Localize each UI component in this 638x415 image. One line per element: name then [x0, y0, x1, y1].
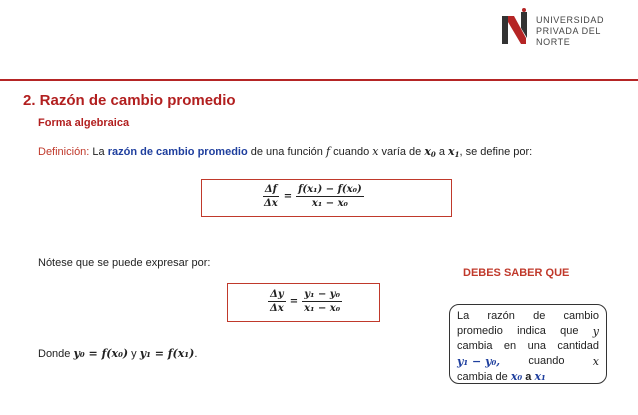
logo-line-1: UNIVERSIDAD	[536, 15, 605, 25]
logo-line-2: PRIVADA DEL NORTE	[536, 26, 601, 47]
card-word: una	[527, 340, 546, 352]
definition-highlight: razón de cambio promedio	[107, 146, 248, 158]
math-x: x	[372, 145, 379, 158]
card-word: que	[560, 325, 579, 337]
donde-equation-1: y₀ = f(x₀)	[73, 347, 129, 360]
definition-part: , se define por:	[459, 146, 533, 158]
formula-2-rhs-den: x₁ − x₀	[304, 303, 341, 314]
formula-2-lhs-num: Δy	[270, 289, 284, 300]
card-word: La	[457, 310, 470, 322]
formula-1-lhs-den: Δx	[264, 198, 278, 209]
math-f: f	[325, 145, 331, 158]
donde-text	[38, 347, 197, 360]
card-word: en	[503, 340, 517, 352]
card-word: a	[522, 371, 535, 383]
formula-1-lhs-num: Δf	[264, 184, 277, 195]
card-line-4	[457, 354, 599, 369]
formula-2-lhs-den: Δx	[270, 303, 284, 314]
donde-equation-2: y₁ = f(x₁)	[139, 347, 195, 360]
card-word: indica	[517, 325, 546, 337]
definition-part: cuando	[330, 146, 373, 158]
formula-2-rhs-num: y₁ − y₀	[304, 289, 340, 300]
card-line-2	[457, 324, 599, 339]
math-x1	[448, 145, 459, 158]
debes-saber-card	[449, 304, 607, 384]
definition-text	[38, 145, 532, 159]
card-math-y: y	[592, 325, 599, 338]
definition-part: varía de	[378, 146, 425, 158]
card-line-3	[457, 339, 599, 354]
card-word: razón	[487, 310, 515, 322]
card-math-x1: x₁	[534, 370, 546, 383]
formula-2	[268, 289, 342, 314]
definition-part: de una función	[247, 146, 326, 158]
card-word: promedio	[457, 325, 503, 337]
note-text: Nótese que se puede expresar por:	[38, 257, 211, 269]
math-x0-sub: 0	[430, 150, 436, 159]
formula-2-equals: =	[289, 296, 299, 307]
formula-1-equals: =	[283, 191, 293, 202]
card-line-1	[457, 309, 599, 324]
formula-1-rhs-num: f(x₁) − f(x₀)	[298, 184, 362, 195]
logo-emblem-icon	[499, 8, 533, 50]
formula-2-lhs	[268, 289, 286, 314]
card-line-5	[457, 369, 599, 385]
card-math-x0: x₀	[510, 370, 523, 383]
math-x0-base: x	[424, 145, 431, 158]
card-math-x: x	[592, 355, 599, 368]
formula-2-rhs	[302, 289, 342, 314]
header-divider	[0, 79, 638, 81]
card-word: cambio	[563, 310, 599, 322]
math-x1-base: x	[448, 145, 455, 158]
section-title: 2. Razón de cambio promedio	[23, 92, 236, 109]
card-word: cambia de	[457, 371, 511, 383]
logo-text	[536, 15, 638, 48]
card-word: cuando	[528, 355, 565, 367]
debes-saber-title: DEBES SABER QUE	[463, 267, 570, 279]
math-x1-sub: 1	[454, 150, 460, 159]
donde-part: Donde	[38, 348, 74, 360]
card-word: de	[533, 310, 546, 322]
formula-1-rhs	[296, 184, 364, 209]
card-word: cantidad	[557, 340, 599, 352]
donde-part: .	[194, 348, 198, 360]
definition-part: a	[435, 146, 449, 158]
formula-1-lhs	[262, 184, 280, 209]
section-subtitle: Forma algebraica	[38, 117, 130, 129]
definition-label: Definición:	[38, 146, 90, 158]
card-math-dy: y₁ − y₀,	[457, 355, 501, 368]
math-x0	[424, 145, 435, 158]
definition-part: La	[89, 146, 108, 158]
donde-part: y	[128, 348, 140, 360]
card-word: cambia	[457, 340, 493, 352]
formula-1	[262, 184, 364, 209]
formula-1-rhs-den: x₁ − x₀	[311, 198, 348, 209]
